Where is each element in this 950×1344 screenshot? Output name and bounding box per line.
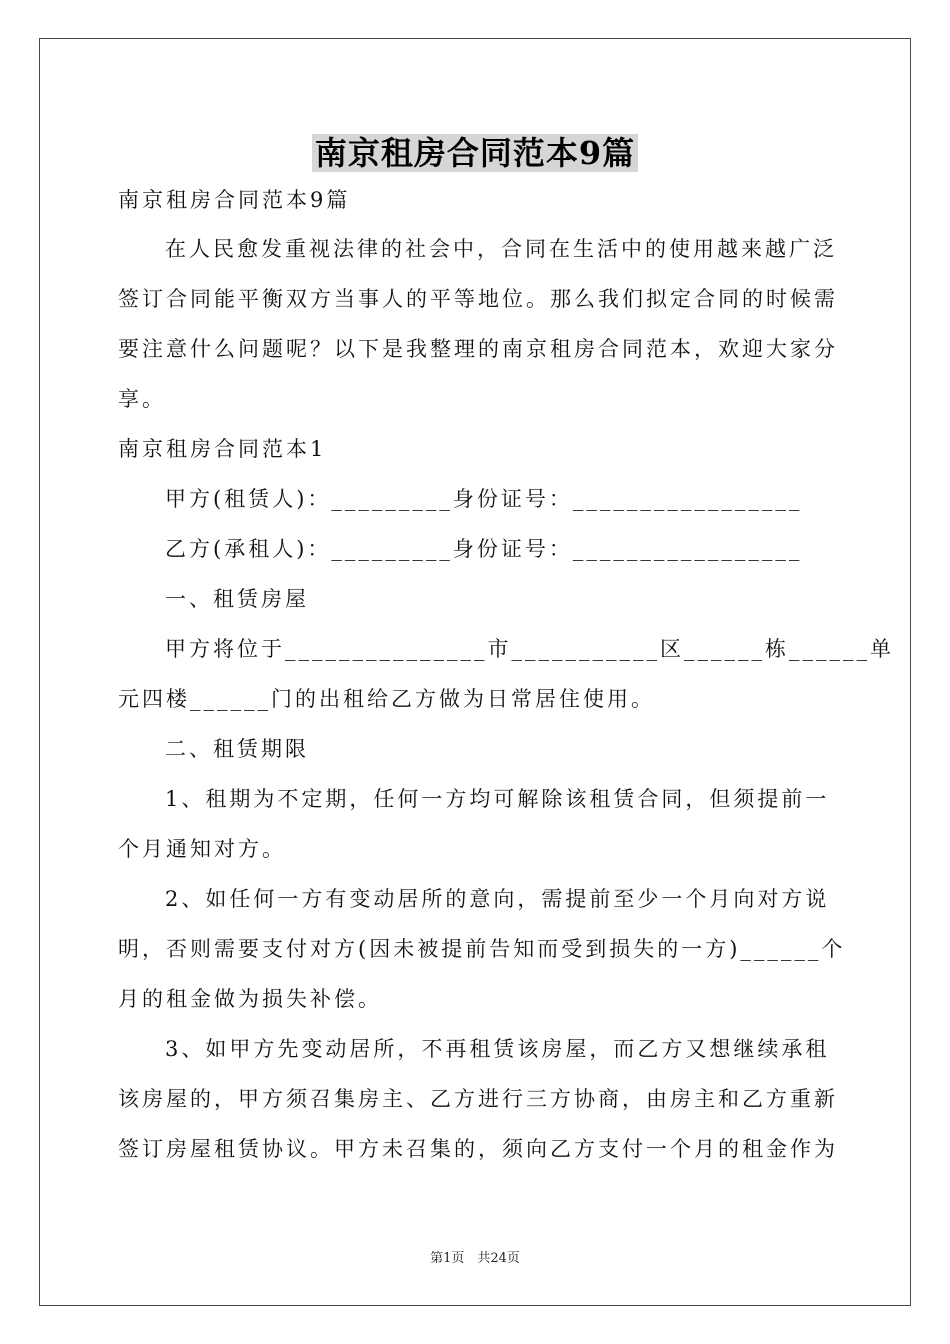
paragraph-line: 月的租金做为损失补偿。 [118, 987, 382, 1011]
paragraph-line: 明，否则需要支付对方(因未被提前告知而受到损失的一方)______个 [118, 937, 846, 961]
party-a-line: 甲方(租赁人)：_________身份证号：_________________ [165, 487, 803, 511]
paragraph-line: 签订房屋租赁协议。甲方未召集的，须向乙方支付一个月的租金作为 [118, 1137, 838, 1161]
paragraph-line: 要注意什么问题呢？以下是我整理的南京租房合同范本，欢迎大家分 [118, 337, 838, 361]
section-heading: 南京租房合同范本1 [118, 437, 327, 461]
paragraph-line: 在人民愈发重视法律的社会中，合同在生活中的使用越来越广泛 [165, 237, 837, 261]
paragraph-line: 1、租期为不定期，任何一方均可解除该租赁合同，但须提前一 [165, 787, 830, 811]
paragraph-line: 元四楼______门的出租给乙方做为日常居住使用。 [118, 687, 655, 711]
page-number-footer: 第1页 共24页 [430, 1251, 520, 1266]
clause-heading: 一、租赁房屋 [165, 587, 309, 611]
paragraph-line: 享。 [118, 387, 166, 411]
document-title: 南京租房合同范本9篇 [0, 128, 950, 174]
paragraph-line: 签订合同能平衡双方当事人的平等地位。那么我们拟定合同的时候需 [118, 287, 838, 311]
paragraph-line: 3、如甲方先变动居所，不再租赁该房屋，而乙方又想继续承租 [165, 1037, 830, 1061]
subtitle-line: 南京租房合同范本9篇 [118, 188, 351, 212]
clause-heading: 二、租赁期限 [165, 737, 309, 761]
page-border [39, 38, 911, 1306]
party-b-line: 乙方(承租人)：_________身份证号：_________________ [165, 537, 803, 561]
paragraph-line: 甲方将位于_______________市___________区______栋______单 [165, 637, 894, 661]
paragraph-line: 2、如任何一方有变动居所的意向，需提前至少一个月向对方说 [165, 887, 830, 911]
paragraph-line: 该房屋的，甲方须召集房主、乙方进行三方协商，由房主和乙方重新 [118, 1087, 838, 1111]
paragraph-line: 个月通知对方。 [118, 837, 286, 861]
